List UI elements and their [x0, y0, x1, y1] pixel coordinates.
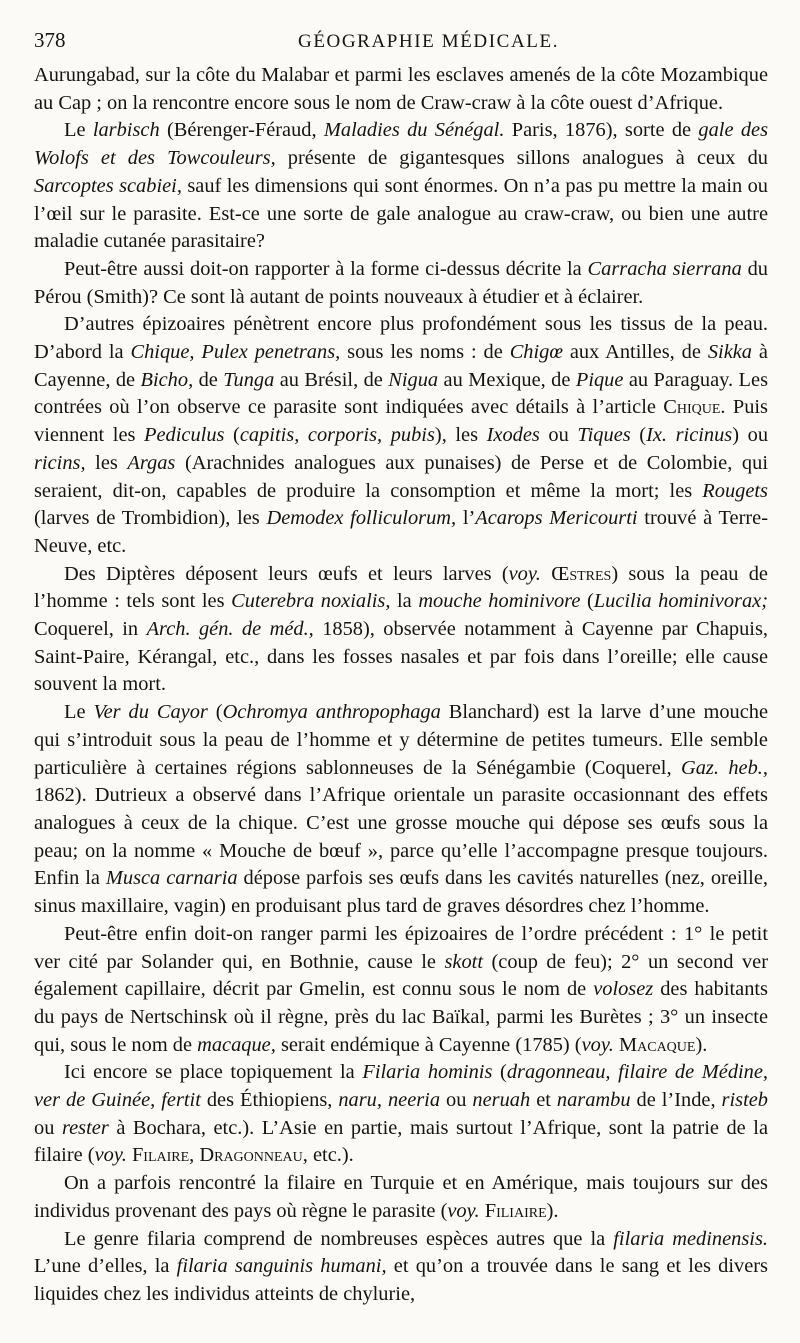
page-number: 378 [34, 28, 66, 52]
text-run: Le [64, 119, 93, 142]
text-run: Blanchard) est la larve d’une mouche qui s’introduit sous la peau de l’homme et y détermine de petites tumeurs. Elle semble particulière à certaines régions sablonneuses de la Sénégambie (Coquerel, [34, 701, 769, 779]
text-run: Peut-être enfin doit-on ranger parmi les épizoaires de l’ordre précédent : 1° le petit ver cité par Solander qui, en Bothnie, cause le [34, 922, 768, 973]
italic-text: Arch. gén. de méd., [146, 618, 314, 641]
text-run: Le [64, 701, 94, 724]
italic-text: gale des Wolofs et des Towcouleurs, [34, 119, 768, 170]
italic-text: naru, neeria [338, 1089, 441, 1112]
italic-text: Lucilia hominivorax; [593, 590, 769, 613]
text-run: On a parfois rencontré la filaire en Turquie et en Amérique, mais toujours sur des individus provenant des pays où règne le parasite ( [34, 1172, 768, 1222]
italic-text: Cuterebra noxialis, [231, 590, 391, 613]
italic-text: macaque, [197, 1033, 276, 1056]
text-run: Des Diptères déposent leurs œufs et leurs larves ( [64, 562, 509, 585]
paragraph [34, 62, 768, 117]
text-run: sauf les dimensions qui sont énormes. On n’a pas pu mettre la main ou l’œil sur le parasite. Est-ce une sorte de gale analogue au craw-craw, ou bien une autre maladie cutanée parasitaire? [34, 174, 768, 253]
running-title: GÉOGRAPHIE MÉDICALE. [298, 31, 560, 52]
italic-text: dragonneau, filaire de Médine, ver de Guinée, fertit [34, 1061, 769, 1112]
italic-text: Musca carnaria [105, 867, 238, 890]
italic-text: voy. [581, 1033, 614, 1056]
italic-text: Maladies du Sénégal. [323, 119, 505, 142]
text-run: D’autres épizoaires pénètrent encore plus profondément sous les tissus de la peau. D’abord la [34, 313, 768, 364]
text-run: ( [207, 701, 223, 724]
paragraph [34, 1059, 768, 1170]
text-run: ou [539, 424, 578, 447]
italic-text: mouche hominivore [418, 590, 581, 613]
text-run [541, 563, 551, 585]
text-run: dépose parfois ses œufs dans les cavités naturelles (nez, oreille, sinus maxillaire, vagin) en produisant plus tard de graves désordres chez l’homme. [34, 867, 768, 918]
text-run: et [530, 1089, 557, 1112]
text-run: Le genre filaria comprend de nombreuses espèces autres que la [64, 1227, 614, 1250]
italic-text: Ochromya anthropophaga [222, 701, 441, 724]
italic-text: Chigœ [509, 341, 563, 364]
text-run: aux Antilles, de [562, 341, 708, 364]
italic-text: Rougets [702, 479, 768, 502]
text-run: ( [492, 1061, 507, 1084]
text-run: du Pérou (Smith)? Ce sont là autant de points nouveaux à étudier et à éclairer. [34, 257, 768, 308]
text-run: de [193, 368, 224, 391]
italic-text: narambu [556, 1089, 631, 1112]
text-run: Coquerel, in [34, 618, 147, 641]
page-header [34, 28, 768, 62]
text-run: ( [580, 590, 594, 613]
italic-text: Ix. ricinus [646, 424, 733, 447]
italic-text: voy. [94, 1144, 127, 1167]
text-run: des Éthiopiens, [200, 1089, 339, 1112]
text-run: présente de gigantesques sillons analogues à ceux du [275, 147, 768, 170]
text-run: sous les noms : de [340, 341, 510, 364]
paragraph [34, 699, 768, 921]
italic-text: Sikka [707, 341, 753, 364]
paragraph [34, 921, 768, 1060]
italic-text: rester [61, 1116, 109, 1139]
italic-text: voy. [447, 1199, 480, 1222]
paragraph [34, 256, 768, 311]
small-caps-text: Filiaire [484, 1199, 547, 1222]
text-run: ou [440, 1089, 473, 1112]
text-run: (Arachnides analogues aux punaises) de Perse et de Colombie, qui seraient, dit-on, capables de produire la consomption et même la mort; les [34, 451, 768, 502]
text-run: Puis viennent les [34, 396, 768, 447]
text-run: 1862). Dutrieux a observé dans l’Afrique orientale un parasite occasionnant des effets analogues à ceux de la chique. C’est une grosse mouche qui dépose ses œufs sous la peau; on la nomme « Mouche de bœuf », parce qu’elle l’accompagne presque toujours. Enfin la [34, 784, 768, 890]
italic-text: larbisch [92, 119, 160, 142]
text-run: ). [695, 1033, 708, 1056]
italic-text: voy. [508, 562, 541, 585]
text-run: ( [630, 424, 647, 447]
text-run: etc.). [307, 1144, 354, 1167]
paragraph [34, 1170, 768, 1225]
italic-text: Chique, Pulex penetrans, [130, 341, 341, 364]
text-run: au Paraguay. Les contrées où l’on observe ce parasite sont indiquées avec détails à l’article [34, 368, 768, 419]
italic-text: Ver du Cayor [93, 701, 208, 724]
italic-text: Argas [127, 451, 176, 474]
paragraph [34, 117, 768, 256]
paragraph [34, 561, 768, 700]
text-run: (Bérenger-Féraud, [159, 119, 324, 142]
text-run: à Cayenne, de [34, 341, 768, 391]
small-caps-text: Filaire, Dragonneau, [131, 1144, 308, 1167]
text-run: la [390, 590, 419, 613]
italic-text: Bicho, [140, 368, 194, 391]
italic-text: Tunga [223, 368, 275, 391]
italic-text: Pediculus [144, 424, 225, 447]
text-run: ou [34, 1116, 62, 1139]
text-run: trouvé à Terre-Neuve, etc. [34, 507, 769, 557]
text-run: au Brésil, de [274, 368, 389, 391]
text-run: ) ou [732, 424, 769, 447]
paragraph [34, 1226, 768, 1309]
italic-text: Pique [575, 368, 624, 391]
italic-text: capitis, corporis, pubis [239, 424, 435, 447]
italic-text: Sarcoptes scabiei, [34, 174, 182, 197]
italic-text: Carracha sierrana [587, 257, 742, 280]
paragraph [34, 311, 768, 560]
text-run: et qu’on a trouvée dans le sang et les divers liquides chez les individus atteints de chylurie, [34, 1255, 768, 1305]
italic-text: neruah [472, 1089, 531, 1112]
text-run: ( [224, 424, 240, 447]
italic-text: risteb [721, 1089, 768, 1112]
small-caps-text: Œstres [551, 562, 612, 585]
italic-text: Acarops Mericourti [475, 507, 638, 530]
italic-text: filaria medinensis. [613, 1227, 768, 1250]
text-run: ) sous la peau de l’homme : tels sont les [34, 562, 768, 613]
text-run: ). [546, 1199, 559, 1222]
italic-text: Demodex folliculorum, [266, 507, 457, 530]
body-text [34, 62, 768, 1309]
italic-text: Gaz. heb., [680, 756, 768, 779]
text-run: ), les [434, 424, 487, 447]
italic-text: Tiques [577, 424, 631, 447]
text-run: L’une d’elles, la [34, 1255, 177, 1278]
text-run: Peut-être aussi doit-on rapporter à la forme ci-dessus décrite la [64, 257, 588, 280]
italic-text: Filaria hominis [362, 1061, 493, 1084]
text-run: au Mexique, de [438, 368, 576, 391]
italic-text: Ixodes [486, 424, 540, 447]
text-run: à Bochara, etc.). L’Asie en partie, mais surtout l’Afrique, sont la patrie de la filaire ( [34, 1116, 768, 1167]
text-run: Aurungabad, sur la côte du Malabar et parmi les esclaves amenés de la côte Mozambique au Cap ; on la rencontre encore sous le nom de Craw-craw à la côte ouest d’Afrique. [34, 64, 768, 114]
italic-text: Nigua [388, 368, 439, 391]
small-caps-text: Chique. [663, 396, 726, 419]
text-run: Ici encore se place topiquement la [64, 1061, 363, 1084]
text-run: des habitants du pays de Nertschinsk où il règne, près du lac Baïkal, parmi les Burètes ; 3° un insecte qui, sous le nom de [34, 978, 768, 1056]
text-run: Paris, 1876), sorte de [504, 119, 699, 142]
text-run: (larves de Trombidion), les [34, 507, 267, 530]
small-caps-text: Macaque [618, 1033, 696, 1056]
italic-text: ricins, [34, 451, 86, 474]
text-run: de l’Inde, [630, 1089, 722, 1112]
text-run: 1858), observée notamment à Cayenne par Chapuis, Saint-Paire, Kérangal, etc., dans les fosses nasales et par fois dans l’oreille; elle cause souvent la mort. [34, 618, 768, 696]
text-run: serait endémique à Cayenne (1785) ( [275, 1033, 582, 1056]
text-run: l’ [456, 507, 476, 530]
italic-text: volosez [593, 978, 654, 1001]
italic-text: filaria sanguinis humani, [176, 1255, 387, 1278]
text-run: (coup de feu); 2° un second ver également capillaire, décrit par Gmelin, est connu sous le nom de [34, 950, 768, 1001]
italic-text: skott [444, 950, 483, 973]
text-run: les [85, 451, 128, 474]
